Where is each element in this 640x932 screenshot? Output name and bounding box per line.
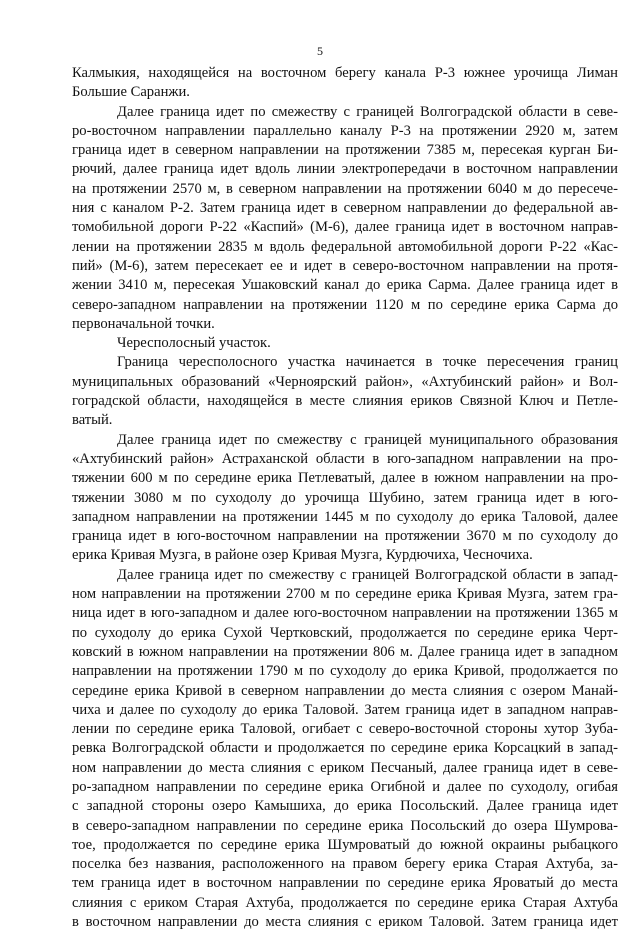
- text-line: Далее граница идет по смежеству с границей муниципального образования: [117, 431, 618, 448]
- text-line: ревка Волгоградской области и продолжается по середине ерика Корсацкий в запад-: [72, 740, 618, 757]
- text-line: томобильной дороги Р-22 «Каспий» (М-6), далее граница идет в восточном направ-: [72, 219, 618, 236]
- text-line: ница идет в юго-западном и далее юго-восточном направлении на протяжении 1365 м: [72, 605, 618, 622]
- text-line: лении на протяжении 2835 м вдоль федеральной автомобильной дороги Р-22 «Кас-: [72, 238, 618, 255]
- text-line: в северо-западном направлении по середине ерика Посольский до озера Шумрова-: [72, 817, 618, 834]
- text-line: Чересполосный участок.: [117, 335, 271, 352]
- text-line: Большие Саранжи.: [72, 84, 190, 101]
- text-line: западном направлении на протяжении 1445 м по суходолу до ерика Таловой, далее: [72, 508, 618, 525]
- text-line: Далее граница идет по смежеству с границей Волгоградской области в севе-: [117, 103, 618, 120]
- page-number: 5: [317, 44, 323, 58]
- text-line: «Ахтубинский район» Астраханской области в юго-западном направлении на про-: [72, 450, 618, 467]
- text-line: граница идет в юго-восточном направлении на протяжении 3670 м по суходолу до: [72, 528, 618, 545]
- text-line: ном направлении до места слияния с ериком Песчаный, далее граница идет в севе-: [72, 759, 618, 776]
- text-line: первоначальной точки.: [72, 315, 215, 332]
- text-line: тем граница идет в восточном направлении по середине ерика Яроватый до места: [72, 875, 618, 892]
- text-line: с западной стороны озеро Камышиха, до ерика Посольский. Далее граница идет: [72, 798, 618, 815]
- text-line: чиха и далее по суходолу до ерика Таловой. Затем граница идет в западном направ-: [72, 701, 618, 718]
- text-line: ковский в южном направлении на протяжении 806 м. Далее граница идет в западном: [72, 643, 618, 660]
- text-line: ро-восточном направлении параллельно каналу Р-3 на протяжении 2920 м, затем: [72, 122, 618, 139]
- text-line: северо-западном направлении на протяжении 1120 м по середине ерика Сарма до: [72, 296, 618, 313]
- text-line: поселка без названия, расположенного на правом берегу ерика Старая Ахтуба, за-: [72, 856, 618, 873]
- text-line: тяжении 3080 м по суходолу до урочища Шубино, затем граница идет в юго-: [72, 489, 618, 506]
- text-line: в восточном направлении до места слияния с ериком Таловой. Затем граница идет: [72, 914, 618, 931]
- text-line: пий» (М-6), затем пересекает ее и идет в северо-восточном направлении на протя-: [72, 257, 618, 274]
- text-line: ном направлении на протяжении 2700 м по середине ерика Кривая Музга, затем гра-: [72, 586, 618, 603]
- text-line: направлении на протяжении 1790 м по суходолу до ерика Кривой, продолжается по: [72, 663, 618, 680]
- text-line: слияния с ериком Старая Ахтуба, продолжается по середине ерика Старая Ахтуба: [72, 894, 618, 911]
- text-line: муниципальных образований «Черноярский район», «Ахтубинский район» и Вол-: [72, 373, 618, 390]
- document-body: [72, 64, 618, 932]
- text-line: Граница чересполосного участка начинается в точке пересечения границ: [117, 354, 618, 371]
- text-line: граница идет в северном направлении на протяжении 7385 м, пересекая курган Би-: [72, 142, 618, 159]
- text-line: середине ерика Кривой в северном направлении до места слияния с озером Манай-: [72, 682, 618, 699]
- text-line: по суходолу до ерика Сухой Чертковский, продолжается по середине ерика Черт-: [72, 624, 618, 641]
- text-line: тяжении 600 м по середине ерика Петлеватый, далее в южном направлении на про-: [72, 470, 618, 487]
- text-line: Калмыкия, находящейся на восточном берегу канала Р-3 южнее урочища Лиман: [72, 65, 618, 81]
- text-line: гоградской области, находящейся в месте слияния ериков Связной Ключ и Петле-: [72, 393, 618, 410]
- text-line: рючий, далее граница идет вдоль линии электропередачи в восточном направлении: [72, 161, 618, 178]
- text-line: ватый.: [72, 412, 113, 429]
- text-line: тое, продолжается по середине ерика Шумроватый до южной окраины рыбацкого: [72, 836, 618, 853]
- text-line: лении по середине ерика Таловой, огибает с северо-восточной стороны хутор Зуба-: [72, 721, 618, 738]
- text-line: ро-западном направлении по середине ерика Огибной и далее по суходолу, огибая: [72, 778, 618, 795]
- text-line: жении 3410 м, пересекая Ушаковский канал до ерика Сарма. Далее граница идет в: [72, 277, 618, 294]
- text-line: ния с каналом Р-2. Затем граница идет в северном направлении до федеральной ав-: [72, 200, 618, 217]
- text-line: Далее граница идет по смежеству с границей Волгоградской области в запад-: [117, 566, 618, 583]
- text-line: ерика Кривая Музга, в районе озер Кривая Музга, Курдючиха, Чесночиха.: [72, 547, 533, 564]
- text-line: на протяжении 2570 м, в северном направлении на протяжении 6040 м до пересече-: [72, 180, 618, 197]
